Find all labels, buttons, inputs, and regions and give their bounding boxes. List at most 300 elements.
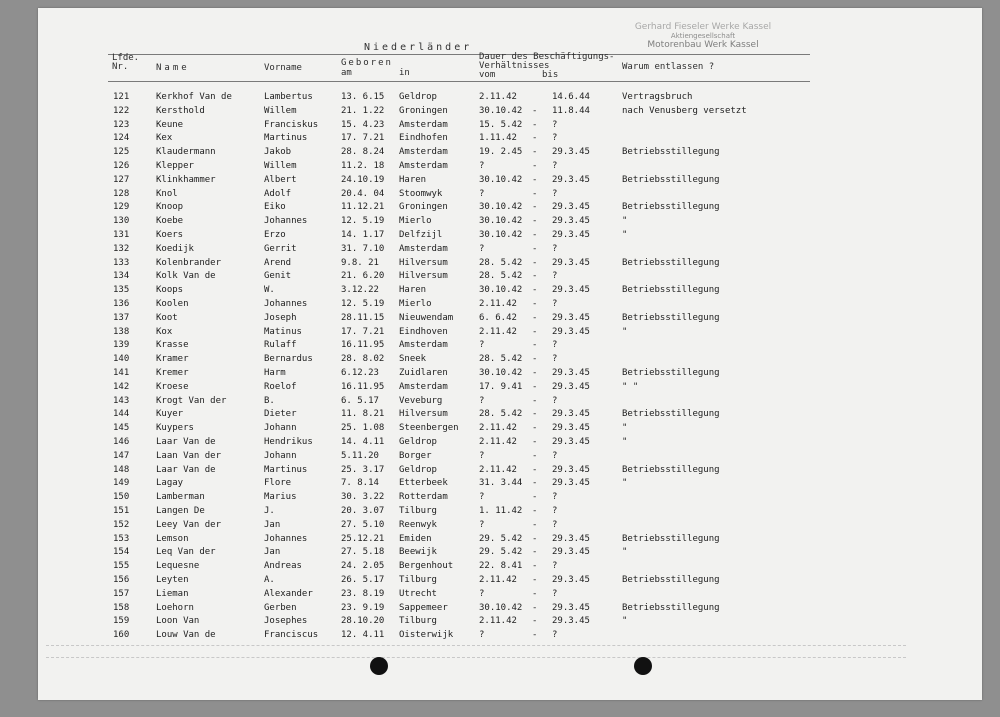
row-dash: - [532, 437, 538, 447]
table-row [38, 131, 982, 145]
row-vorname: Josephes [264, 616, 308, 627]
table-row [38, 297, 982, 311]
header-vom: vom [479, 70, 496, 80]
row-bis: ? [552, 450, 558, 461]
row-nr: 153 [113, 533, 130, 544]
row-dash: - [532, 492, 538, 503]
row-vorname: Gerrit [264, 243, 297, 254]
row-geboren-in: Amsterdam [399, 381, 448, 392]
row-warum: " " [622, 381, 639, 392]
row-vorname: Johannes [264, 533, 308, 544]
row-dash: - [532, 616, 538, 627]
row-warum: Vertragsbruch [622, 92, 693, 102]
row-bis: 29.3.45 [552, 575, 590, 585]
row-geboren-am: 31. 7.10 [341, 243, 385, 254]
row-vom: 30.10.42 [479, 174, 523, 185]
row-vorname: Rulaff [264, 340, 297, 351]
row-vom: 1. 11.42 [479, 506, 523, 516]
row-geboren-am: 5.11.20 [341, 450, 379, 461]
row-name: Koedijk [156, 243, 194, 254]
row-vorname: Eiko [264, 202, 286, 213]
header-dauer-line1: Dauer des Beschäftigungs- [479, 52, 615, 62]
row-geboren-in: Utrecht [399, 588, 437, 599]
row-vorname: A. [264, 575, 275, 585]
row-geboren-in: Amsterdam [399, 147, 448, 158]
row-warum: " [622, 216, 628, 227]
row-nr: 148 [113, 464, 130, 475]
row-name: Laar Van de [156, 437, 216, 447]
row-name: Kex [156, 133, 173, 144]
row-name: Kolk Van de [156, 271, 216, 282]
row-vorname: Dieter [264, 409, 297, 420]
row-name: Leey Van der [156, 519, 222, 530]
row-vom: 2.11.42 [479, 575, 517, 585]
row-nr: 156 [113, 575, 130, 585]
row-geboren-am: 11.12.21 [341, 202, 385, 213]
row-geboren-am: 9.8. 21 [341, 257, 379, 268]
row-geboren-in: Reenwyk [399, 519, 437, 530]
row-geboren-am: 12. 5.19 [341, 299, 385, 309]
row-bis: 29.3.45 [552, 326, 590, 337]
row-vom: 22. 8.41 [479, 561, 523, 572]
row-dash: - [532, 395, 538, 406]
row-nr: 125 [113, 147, 130, 158]
row-geboren-am: 15. 4.23 [341, 119, 385, 130]
row-dash: - [532, 257, 538, 268]
row-name: Lequesne [156, 561, 200, 572]
row-bis: 29.3.45 [552, 437, 590, 447]
row-geboren-am: 24. 2.05 [341, 561, 385, 572]
row-nr: 152 [113, 519, 130, 530]
row-name: Koebe [156, 216, 184, 227]
row-nr: 160 [113, 630, 130, 641]
row-nr: 131 [113, 230, 130, 240]
row-dash: - [532, 354, 538, 365]
row-name: Kolenbrander [156, 257, 222, 268]
row-vorname: Jan [264, 547, 281, 558]
row-name: Langen De [156, 506, 205, 516]
table-row [38, 587, 982, 601]
row-geboren-in: Rotterdam [399, 492, 448, 503]
row-vom: 2.11.42 [479, 437, 517, 447]
table-row [38, 104, 982, 118]
row-geboren-am: 3.12.22 [341, 285, 379, 296]
row-geboren-in: Amsterdam [399, 340, 448, 351]
row-geboren-am: 21. 6.20 [341, 271, 385, 282]
row-geboren-in: Amsterdam [399, 161, 448, 171]
table-row [38, 118, 982, 132]
table-row [38, 449, 982, 463]
row-geboren-am: 12. 5.19 [341, 216, 385, 227]
row-geboren-in: Hilversum [399, 257, 448, 268]
row-bis: 29.3.45 [552, 478, 590, 489]
row-nr: 154 [113, 547, 130, 558]
row-dash: - [532, 230, 538, 240]
row-vorname: Johann [264, 423, 297, 434]
row-vorname: Willem [264, 105, 297, 116]
row-bis: 29.3.45 [552, 533, 590, 544]
row-bis: 29.3.45 [552, 547, 590, 558]
table-row [38, 532, 982, 546]
row-nr: 144 [113, 409, 130, 420]
table-row [38, 187, 982, 201]
row-name: Lagay [156, 478, 184, 489]
row-bis: ? [552, 354, 558, 365]
row-warum: " [622, 230, 628, 240]
row-vom: ? [479, 450, 485, 461]
row-nr: 158 [113, 602, 130, 613]
row-vom: 19. 2.45 [479, 147, 523, 158]
row-vorname: Erzo [264, 230, 286, 240]
row-nr: 130 [113, 216, 130, 227]
row-name: Kerkhof Van de [156, 92, 232, 102]
row-vorname: Genit [264, 271, 292, 282]
row-vorname: W. [264, 285, 275, 296]
row-vorname: Johannes [264, 299, 308, 309]
row-geboren-am: 20. 3.07 [341, 506, 385, 516]
row-bis: 29.3.45 [552, 312, 590, 323]
row-bis: ? [552, 133, 558, 144]
table-row [38, 394, 982, 408]
row-vom: ? [479, 588, 485, 599]
table-row [38, 407, 982, 421]
table-row [38, 463, 982, 477]
row-vorname: Arend [264, 257, 292, 268]
row-name: Knol [156, 188, 178, 199]
row-bis: 29.3.45 [552, 368, 590, 378]
row-geboren-am: 11. 8.21 [341, 409, 385, 420]
table-row [38, 352, 982, 366]
row-bis: ? [552, 492, 558, 503]
row-nr: 145 [113, 423, 130, 434]
row-bis: 11.8.44 [552, 105, 590, 116]
row-name: Kox [156, 326, 173, 337]
row-geboren-am: 28.11.15 [341, 312, 385, 323]
row-nr: 122 [113, 105, 130, 116]
row-geboren-am: 24.10.19 [341, 174, 385, 185]
row-nr: 146 [113, 437, 130, 447]
row-nr: 150 [113, 492, 130, 503]
row-geboren-am: 7. 8.14 [341, 478, 379, 489]
row-nr: 135 [113, 285, 130, 296]
row-geboren-am: 27. 5.18 [341, 547, 385, 558]
header-in: in [399, 68, 410, 78]
footer-rule-2 [46, 657, 906, 658]
row-dash: - [532, 450, 538, 461]
row-nr: 123 [113, 119, 130, 130]
row-name: Leyten [156, 575, 189, 585]
row-geboren-am: 21. 1.22 [341, 105, 385, 116]
table-row [38, 90, 982, 104]
row-geboren-in: Etterbeek [399, 478, 448, 489]
row-geboren-in: Tilburg [399, 506, 437, 516]
punch-hole-right [634, 657, 652, 675]
table-row [38, 242, 982, 256]
row-vom: 29. 5.42 [479, 547, 523, 558]
row-dash: - [532, 368, 538, 378]
row-vom: 2.11.42 [479, 464, 517, 475]
row-geboren-in: Hilversum [399, 409, 448, 420]
row-nr: 124 [113, 133, 130, 144]
row-vom: 30.10.42 [479, 202, 523, 213]
row-dash: - [532, 312, 538, 323]
row-geboren-am: 20.4. 04 [341, 188, 385, 199]
row-geboren-in: Oisterwijk [399, 630, 454, 641]
row-name: Kroese [156, 381, 189, 392]
row-geboren-in: Eindhofen [399, 133, 448, 144]
row-dash: - [532, 271, 538, 282]
row-dash: - [532, 602, 538, 613]
row-warum: " [622, 437, 628, 447]
row-geboren-in: Delfzijl [399, 230, 443, 240]
row-geboren-in: Borger [399, 450, 432, 461]
row-geboren-in: Groningen [399, 105, 448, 116]
row-dash: - [532, 464, 538, 475]
row-warum: Betriebsstillegung [622, 147, 720, 158]
row-geboren-in: Geldrop [399, 92, 437, 102]
row-warum: " [622, 616, 628, 627]
header-geboren: Geboren [341, 58, 393, 68]
row-bis: ? [552, 588, 558, 599]
row-vom: 2.11.42 [479, 616, 517, 627]
row-geboren-am: 12. 4.11 [341, 630, 385, 641]
row-vom: ? [479, 188, 485, 199]
row-dash: - [532, 547, 538, 558]
row-geboren-in: Haren [399, 285, 427, 296]
row-nr: 136 [113, 299, 130, 309]
row-name: Kuypers [156, 423, 194, 434]
row-vorname: B. [264, 395, 275, 406]
row-vorname: Lambertus [264, 92, 313, 102]
row-geboren-in: Eindhoven [399, 326, 448, 337]
header-bottom-rule [108, 81, 810, 82]
row-bis: ? [552, 395, 558, 406]
row-vom: ? [479, 630, 485, 641]
table-row [38, 338, 982, 352]
row-geboren-am: 11.2. 18 [341, 161, 385, 171]
row-nr: 134 [113, 271, 130, 282]
table-row [38, 256, 982, 270]
row-dash: - [532, 533, 538, 544]
row-vorname: Andreas [264, 561, 302, 572]
row-geboren-am: 14. 4.11 [341, 437, 385, 447]
row-nr: 147 [113, 450, 130, 461]
row-bis: 29.3.45 [552, 464, 590, 475]
stamp-line-1: Gerhard Fieseler Werke Kassel [634, 22, 772, 32]
row-dash: - [532, 630, 538, 641]
row-geboren-am: 6. 5.17 [341, 395, 379, 406]
row-bis: ? [552, 119, 558, 130]
table-row [38, 573, 982, 587]
row-geboren-am: 28. 8.24 [341, 147, 385, 158]
row-nr: 139 [113, 340, 130, 351]
row-bis: ? [552, 243, 558, 254]
row-nr: 132 [113, 243, 130, 254]
row-warum: Betriebsstillegung [622, 174, 720, 185]
table-row [38, 504, 982, 518]
row-bis: ? [552, 161, 558, 171]
header-nr-line1: Lfde. [112, 53, 140, 63]
row-geboren-in: Groningen [399, 202, 448, 213]
table-row [38, 145, 982, 159]
row-vom: 28. 5.42 [479, 354, 523, 365]
row-vorname: Martinus [264, 133, 308, 144]
row-vorname: Alexander [264, 588, 313, 599]
row-name: Koolen [156, 299, 189, 309]
row-dash: - [532, 174, 538, 185]
row-warum: Betriebsstillegung [622, 409, 720, 420]
row-vom: 30.10.42 [479, 285, 523, 296]
row-geboren-in: Steenbergen [399, 423, 459, 434]
table-row [38, 366, 982, 380]
row-warum: " [622, 326, 628, 337]
row-vom: 2.11.42 [479, 326, 517, 337]
row-dash: - [532, 340, 538, 351]
row-bis: 29.3.45 [552, 616, 590, 627]
row-geboren-am: 25. 3.17 [341, 464, 385, 475]
row-bis: 29.3.45 [552, 602, 590, 613]
row-vorname: Roelof [264, 381, 297, 392]
row-bis: 29.3.45 [552, 174, 590, 185]
row-geboren-in: Amsterdam [399, 119, 448, 130]
row-vorname: J. [264, 506, 275, 516]
row-nr: 121 [113, 92, 130, 102]
row-bis: 29.3.45 [552, 423, 590, 434]
row-name: Knoop [156, 202, 184, 213]
row-nr: 151 [113, 506, 130, 516]
header-name: Name [156, 63, 190, 73]
row-geboren-am: 17. 7.21 [341, 133, 385, 144]
row-bis: ? [552, 630, 558, 641]
table-row [38, 311, 982, 325]
row-geboren-in: Geldrop [399, 437, 437, 447]
row-vom: 17. 9.41 [479, 381, 523, 392]
row-name: Leq Van der [156, 547, 216, 558]
row-vom: 28. 5.42 [479, 271, 523, 282]
row-dash: - [532, 243, 538, 254]
row-nr: 143 [113, 395, 130, 406]
row-name: Krasse [156, 340, 189, 351]
row-warum: Betriebsstillegung [622, 533, 720, 544]
row-dash: - [532, 119, 538, 130]
row-geboren-in: Zuidlaren [399, 368, 448, 378]
row-geboren-am: 17. 7.21 [341, 326, 385, 337]
row-geboren-am: 13. 6.15 [341, 92, 385, 102]
row-warum: Betriebsstillegung [622, 464, 720, 475]
stamp-line-2: Aktiengesellschaft [670, 32, 736, 40]
row-dash: - [532, 575, 538, 585]
header-warum: Warum entlassen ? [622, 62, 715, 72]
row-geboren-am: 16.11.95 [341, 381, 385, 392]
row-name: Lamberman [156, 492, 205, 503]
row-name: Laar Van de [156, 464, 216, 475]
table-row [38, 159, 982, 173]
row-nr: 141 [113, 368, 130, 378]
row-vom: 30.10.42 [479, 216, 523, 227]
header-am: am [341, 68, 352, 78]
row-nr: 127 [113, 174, 130, 185]
row-nr: 149 [113, 478, 130, 489]
row-bis: 29.3.45 [552, 409, 590, 420]
row-dash: - [532, 299, 538, 309]
row-geboren-in: Amsterdam [399, 243, 448, 254]
row-name: Lemson [156, 533, 189, 544]
row-bis: 29.3.45 [552, 230, 590, 240]
row-vom: 6. 6.42 [479, 312, 517, 323]
row-bis: 14.6.44 [552, 92, 590, 102]
row-bis: 29.3.45 [552, 216, 590, 227]
row-vom: ? [479, 395, 485, 406]
table-row [38, 614, 982, 628]
row-warum: " [622, 423, 628, 434]
row-dash: - [532, 147, 538, 158]
row-bis: 29.3.45 [552, 285, 590, 296]
header-dauer-line2: Verhältnisses [479, 61, 550, 71]
row-name: Koops [156, 285, 184, 296]
row-geboren-am: 25. 1.08 [341, 423, 385, 434]
row-name: Kersthold [156, 105, 205, 116]
table-row [38, 435, 982, 449]
header-vorname: Vorname [264, 63, 302, 73]
table-row [38, 421, 982, 435]
row-nr: 128 [113, 188, 130, 199]
table-row [38, 380, 982, 394]
row-geboren-in: Haren [399, 174, 427, 185]
row-warum: Betriebsstillegung [622, 602, 720, 613]
company-stamp [593, 22, 813, 50]
footer-rule-1 [46, 645, 906, 646]
row-vom: ? [479, 243, 485, 254]
table-row [38, 518, 982, 532]
row-bis: ? [552, 561, 558, 572]
row-geboren-am: 6.12.23 [341, 368, 379, 378]
row-warum: Betriebsstillegung [622, 575, 720, 585]
row-geboren-in: Veveburg [399, 395, 443, 406]
row-vorname: Johann [264, 450, 297, 461]
row-geboren-am: 23. 8.19 [341, 588, 385, 599]
row-geboren-am: 23. 9.19 [341, 602, 385, 613]
row-dash: - [532, 326, 538, 337]
row-vom: 29. 5.42 [479, 533, 523, 544]
row-vorname: Bernardus [264, 354, 313, 365]
row-name: Loon Van [156, 616, 200, 627]
row-vorname: Jan [264, 519, 281, 530]
table-row [38, 200, 982, 214]
row-geboren-am: 26. 5.17 [341, 575, 385, 585]
row-geboren-am: 30. 3.22 [341, 492, 385, 503]
row-name: Louw Van de [156, 630, 216, 641]
row-name: Lieman [156, 588, 189, 599]
row-warum: Betriebsstillegung [622, 202, 720, 213]
row-vom: 2.11.42 [479, 299, 517, 309]
row-geboren-in: Beewijk [399, 547, 437, 558]
row-dash: - [532, 188, 538, 199]
row-bis: 29.3.45 [552, 202, 590, 213]
table-row [38, 283, 982, 297]
header-bis: bis [542, 70, 559, 80]
table-row [38, 545, 982, 559]
row-dash: - [532, 216, 538, 227]
row-bis: ? [552, 340, 558, 351]
row-nr: 140 [113, 354, 130, 365]
row-geboren-in: Stoomwyk [399, 188, 443, 199]
row-vorname: Joseph [264, 312, 297, 323]
table-row [38, 559, 982, 573]
row-vom: 30.10.42 [479, 230, 523, 240]
row-warum: " [622, 547, 628, 558]
row-nr: 155 [113, 561, 130, 572]
row-geboren-in: Nieuwendam [399, 312, 454, 323]
